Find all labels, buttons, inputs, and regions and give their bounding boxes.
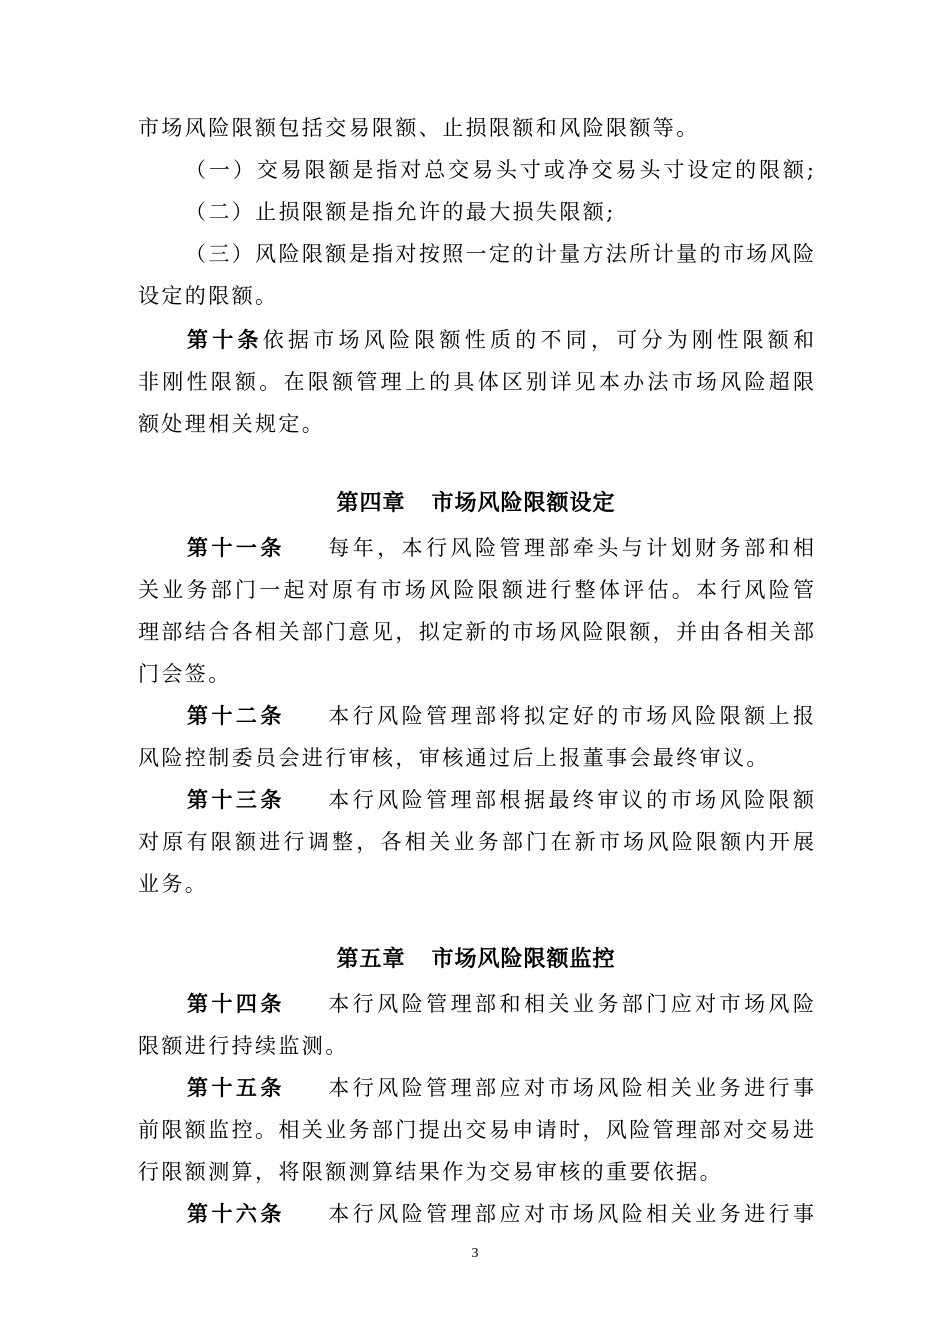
article-11-line: 门会签。 xyxy=(138,662,232,686)
paragraph-line: （三）风险限额是指对按照一定的计量方法所计量的市场风险 xyxy=(185,242,814,266)
article-12-line: 风险控制委员会进行审核，审核通过后上报董事会最终审议。 xyxy=(138,746,770,770)
article-11-line: 关业务部门一起对原有市场风险限额进行整体评估。本行风险管 xyxy=(138,578,814,602)
article-15-line: 第十五条 本行风险管理部应对市场风险相关业务进行事 xyxy=(187,1075,815,1100)
article-14-line: 第十四条 本行风险管理部和相关业务部门应对市场风险 xyxy=(187,991,815,1016)
article-16-line: 第十六条 本行风险管理部应对市场风险相关业务进行事 xyxy=(187,1201,815,1226)
article-13-line: 对原有限额进行调整，各相关业务部门在新市场风险限额内开展 xyxy=(138,830,814,854)
article-11-line: 理部结合各相关部门意见，拟定新的市场风险限额，并由各相关部 xyxy=(138,620,814,644)
article-label: 第十一条 xyxy=(187,535,285,560)
article-label: 第十六条 xyxy=(187,1201,285,1226)
paragraph-line: （一）交易限额是指对总交易头寸或净交易头寸设定的限额; xyxy=(185,158,814,182)
article-12-line: 第十二条 本行风险管理部将拟定好的市场风险限额上报 xyxy=(187,703,815,728)
article-label: 第十三条 xyxy=(187,787,285,812)
article-15-line: 行限额测算，将限额测算结果作为交易审核的重要依据。 xyxy=(138,1160,723,1184)
page-number: 3 xyxy=(471,1246,479,1261)
article-10-line: 额处理相关规定。 xyxy=(138,412,326,436)
article-13-line: 第十三条 本行风险管理部根据最终审议的市场风险限额 xyxy=(187,787,815,812)
article-label: 第十二条 xyxy=(187,703,285,728)
article-13-line: 业务。 xyxy=(138,872,209,896)
article-10-line: 第十条依据市场风险限额性质的不同，可分为刚性限额和 xyxy=(187,327,814,352)
chapter-heading: 第五章 市场风险限额监控 xyxy=(336,946,616,972)
paragraph-line: 市场风险限额包括交易限额、止损限额和风险限额等。 xyxy=(138,116,700,140)
article-14-line: 限额进行持续监测。 xyxy=(138,1034,349,1058)
article-10-line: 非刚性限额。在限额管理上的具体区别详见本办法市场风险超限 xyxy=(138,370,814,394)
article-15-line: 前限额监控。相关业务部门提出交易申请时，风险管理部对交易进 xyxy=(138,1118,814,1142)
article-label: 第十四条 xyxy=(187,991,285,1016)
article-label: 第十条 xyxy=(187,327,263,352)
paragraph-line: （二）止损限额是指允许的最大损失限额; xyxy=(185,200,616,224)
paragraph-line: 设定的限额。 xyxy=(138,284,279,308)
chapter-heading: 第四章 市场风险限额设定 xyxy=(336,490,616,516)
article-label: 第十五条 xyxy=(187,1075,285,1100)
article-11-line: 第十一条 每年，本行风险管理部牵头与计划财务部和相 xyxy=(187,535,815,560)
